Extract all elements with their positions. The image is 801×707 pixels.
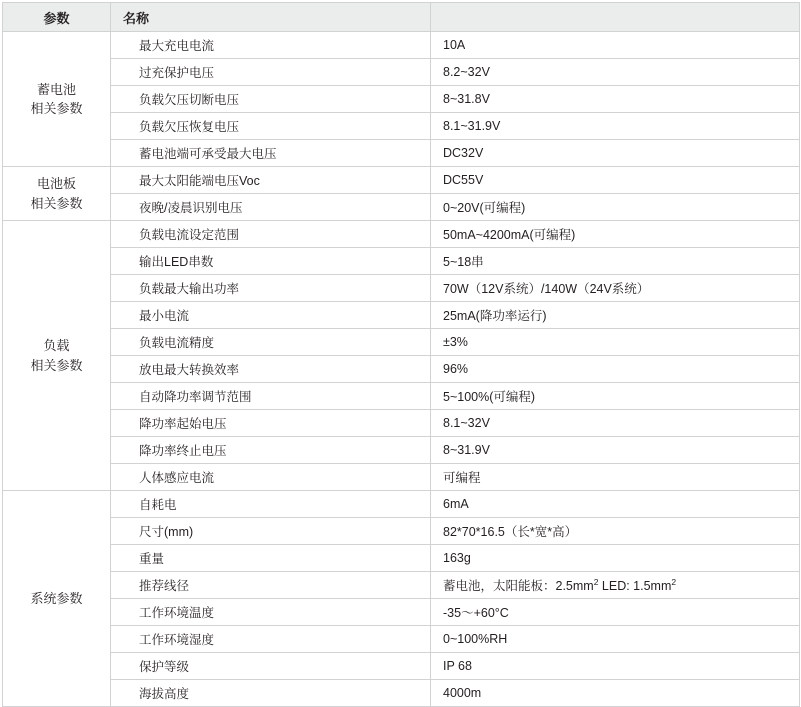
table-row [3, 518, 800, 545]
parameter-value-cell: -35～+60°C [431, 599, 800, 626]
parameter-value-cell: 25mA(降功率运行) [431, 302, 800, 329]
parameter-name-cell: 输出LED串数 [111, 248, 431, 275]
table-header [3, 3, 800, 32]
parameter-value-cell: 蓄电池，太阳能板：$2.5mm^2$ LED: $1.5mm^2$ [431, 572, 800, 599]
table-row [3, 599, 800, 626]
table-row [3, 464, 800, 491]
table-row [3, 86, 800, 113]
parameter-name-cell: 尺寸(mm) [111, 518, 431, 545]
table-row [3, 248, 800, 275]
parameter-value-cell: DC55V [431, 167, 800, 194]
parameter-name-cell: 降功率终止电压 [111, 437, 431, 464]
parameter-value-cell: 6mA [431, 491, 800, 518]
parameter-name-cell: 负载欠压切断电压 [111, 86, 431, 113]
parameter-name-cell: 放电最大转换效率 [111, 356, 431, 383]
table-row [3, 653, 800, 680]
table-row [3, 59, 800, 86]
parameter-name-cell: 负载最大输出功率 [111, 275, 431, 302]
table-row [3, 410, 800, 437]
parameter-name-cell: 负载欠压恢复电压 [111, 113, 431, 140]
parameter-name-cell: 负载电流设定范围 [111, 221, 431, 248]
parameter-name-cell: 最大太阳能端电压Voc [111, 167, 431, 194]
table-header-row [3, 3, 800, 32]
table-row [3, 302, 800, 329]
parameter-name-cell: 蓄电池端可承受最大电压 [111, 140, 431, 167]
parameter-name-cell: 工作环境温度 [111, 599, 431, 626]
parameter-name-cell: 最大充电电流 [111, 32, 431, 59]
table-row [3, 329, 800, 356]
parameter-name-cell: 重量 [111, 545, 431, 572]
group-label-cell: 系统参数 [3, 491, 111, 707]
parameter-name-cell: 最小电流 [111, 302, 431, 329]
parameter-value-cell: 50mA~4200mA(可编程) [431, 221, 800, 248]
table-body [3, 32, 800, 707]
parameter-value-cell: 8~31.9V [431, 437, 800, 464]
parameter-value-cell: IP 68 [431, 653, 800, 680]
table-row [3, 113, 800, 140]
table-row [3, 545, 800, 572]
parameter-name-cell: 自动降功率调节范围 [111, 383, 431, 410]
parameter-name-cell: 过充保护电压 [111, 59, 431, 86]
table-row [3, 626, 800, 653]
parameter-value-cell: 8.2~32V [431, 59, 800, 86]
parameter-name-cell: 推荐线径 [111, 572, 431, 599]
table-row [3, 491, 800, 518]
parameter-value-cell: 163g [431, 545, 800, 572]
table-row [3, 194, 800, 221]
group-label-cell: 负载 相关参数 [3, 221, 111, 491]
parameter-value-cell: 8~31.8V [431, 86, 800, 113]
parameter-value-cell: 0~20V(可编程) [431, 194, 800, 221]
parameter-name-cell: 负载电流精度 [111, 329, 431, 356]
parameter-value-cell: 4000m [431, 680, 800, 707]
table-row [3, 572, 800, 599]
column-header-group: 参数 [3, 3, 111, 32]
parameter-value-cell: ±3% [431, 329, 800, 356]
table-row [3, 275, 800, 302]
parameter-name-cell: 保护等级 [111, 653, 431, 680]
table-row [3, 383, 800, 410]
parameter-value-cell: 82*70*16.5（长*宽*高） [431, 518, 800, 545]
parameter-value-cell: 8.1~31.9V [431, 113, 800, 140]
specification-table [2, 2, 800, 707]
parameter-name-cell: 夜晚/凌晨识别电压 [111, 194, 431, 221]
table-row [3, 437, 800, 464]
parameter-value-cell: 可编程 [431, 464, 800, 491]
table-row [3, 167, 800, 194]
parameter-value-cell: 10A [431, 32, 800, 59]
table-row [3, 32, 800, 59]
parameter-name-cell: 工作环境湿度 [111, 626, 431, 653]
parameter-name-cell: 自耗电 [111, 491, 431, 518]
parameter-value-cell: 70W（12V系统）/140W（24V系统） [431, 275, 800, 302]
table-row [3, 140, 800, 167]
parameter-value-cell: DC32V [431, 140, 800, 167]
parameter-name-cell: 降功率起始电压 [111, 410, 431, 437]
column-header-name: 名称 [111, 3, 431, 32]
parameter-value-cell: 8.1~32V [431, 410, 800, 437]
table-row [3, 356, 800, 383]
parameter-name-cell: 人体感应电流 [111, 464, 431, 491]
table-row [3, 680, 800, 707]
group-label-cell: 蓄电池 相关参数 [3, 32, 111, 167]
parameter-value-cell: 96% [431, 356, 800, 383]
column-header-value [431, 3, 800, 32]
parameter-value-cell: 5~18串 [431, 248, 800, 275]
parameter-name-cell: 海拔高度 [111, 680, 431, 707]
parameter-value-cell: 5~100%(可编程) [431, 383, 800, 410]
group-label-cell: 电池板 相关参数 [3, 167, 111, 221]
parameter-value-cell: 0~100%RH [431, 626, 800, 653]
table-row [3, 221, 800, 248]
